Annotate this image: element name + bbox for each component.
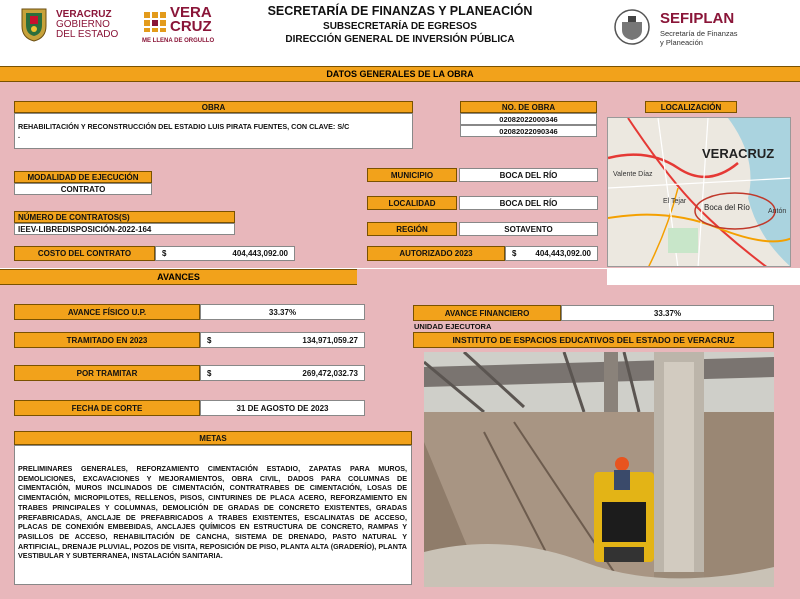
contratos-value: IEEV-LIBREDISPOSICIÓN-2022-164 <box>14 223 235 235</box>
brand-tagline: ME LLENA DE ORGULLO <box>142 38 215 44</box>
avances-filler <box>357 269 607 285</box>
obra-value <box>14 113 413 149</box>
por-tramitar-label: POR TRAMITAR <box>14 365 200 381</box>
localizacion-label: LOCALIZACIÓN <box>645 101 737 113</box>
modalidad-value: CONTRATO <box>14 183 152 195</box>
metas-label: METAS <box>14 431 412 445</box>
tramitado-value-box <box>200 332 365 348</box>
avance-fisico-value: 33.37% <box>200 304 365 320</box>
unidad-ejecutora-value: INSTITUTO DE ESPACIOS EDUCATIVOS DEL ESTADO DE VERACRUZ <box>413 332 774 348</box>
autorizado-currency: $ <box>512 249 517 258</box>
sefiplan-sub-1: Secretaría de Finanzas <box>660 29 738 38</box>
map-place-valente-diaz: Valente Díaz <box>613 171 653 178</box>
map-place-anton: Antón <box>768 208 787 215</box>
obra-value-line-2: . <box>18 131 20 140</box>
costo-label: COSTO DEL CONTRATO <box>14 246 155 261</box>
por-tramitar-value-box <box>200 365 365 381</box>
map-drawing <box>608 118 791 267</box>
section-avances-title: AVANCES <box>0 269 357 285</box>
localidad-value: BOCA DEL RÍO <box>459 196 598 210</box>
obra-value-line-1: REHABILITACIÓN Y RECONSTRUCCIÓN DEL ESTADIO LUIS PIRATA FUENTES, CON CLAVE: S/C <box>18 122 350 131</box>
sefiplan-logo-text: SEFIPLAN <box>660 10 735 27</box>
logo-line-2: GOBIERNO <box>56 19 110 30</box>
localidad-label: LOCALIDAD <box>367 196 457 210</box>
page-subtitle: SUBSECRETARÍA DE EGRESOS <box>323 21 477 32</box>
municipio-value: BOCA DEL RÍO <box>459 168 598 182</box>
region-label: REGIÓN <box>367 222 457 236</box>
autorizado-value-box <box>505 246 598 261</box>
obra-label: OBRA <box>14 101 413 113</box>
por-tramitar-value: 269,472,032.73 <box>302 368 358 378</box>
unidad-ejecutora-label: UNIDAD EJECUTORA <box>414 322 492 331</box>
no-obra-value-1: 02082022000346 <box>460 113 597 125</box>
map-place-el-tejar: El Tejar <box>663 198 687 205</box>
avance-financiero-value: 33.37% <box>561 305 774 321</box>
fecha-corte-label: FECHA DE CORTE <box>14 400 200 416</box>
map-city-boca-del-rio: Boca del Río <box>704 203 750 212</box>
construction-photo-drawing <box>424 352 774 587</box>
tramitado-value: 134,971,059.27 <box>302 335 358 345</box>
sefiplan-emblem-icon <box>612 8 652 46</box>
logo-line-1: VERACRUZ <box>56 9 112 20</box>
page-subtitle-2: DIRECCIÓN GENERAL DE INVERSIÓN PÚBLICA <box>285 34 515 45</box>
municipio-label: MUNICIPIO <box>367 168 457 182</box>
region-value: SOTAVENTO <box>459 222 598 236</box>
no-obra-label: NO. DE OBRA <box>460 101 597 113</box>
location-map <box>607 117 791 267</box>
map-city-veracruz: VERACRUZ <box>702 146 775 161</box>
logo-line-3: DEL ESTADO <box>56 29 119 40</box>
brand-logo-text: VERA CRUZ <box>170 4 212 35</box>
por-tramitar-currency: $ <box>207 368 212 378</box>
avance-fisico-label: AVANCE FÍSICO U.P. <box>14 304 200 320</box>
contratos-label: NÚMERO DE CONTRATOS(S) <box>14 211 235 223</box>
header <box>0 0 800 64</box>
sefiplan-sub-2: y Planeación <box>660 38 703 47</box>
fecha-corte-value: 31 DE AGOSTO DE 2023 <box>200 400 365 416</box>
metas-text: PRELIMINARES GENERALES, REFORZAMIENTO CIMENTACIÓN ESTADIO, ZAPATAS PARA MUROS, DEMOLICIONES, EXCAVACIONES Y MEJORAMIENTOS, OBRA CIVIL, DADOS PARA COLUMNAS DE CIMENTACIÓN, MUROS INCLINADOS DE CIMENTACIÓN, CONTRATRABES DE CIMENTACIÓN, LOSAS DE CIMENTACIÓN, MICROPILOTES, RELLENOS, PISOS, CINTURINES DE PLACA ACERO, REFORZAMIENTO EN TRABES PRINCIPALES Y COLUMNAS, DEMOLICIÓN DE GRADAS DE CONCRETO EXISTENTES, GRADAS PREFABRICADAS, ANCLAJE DE PREFABRICADOS A TRABES EXISTENTES, ESCALINATAS DE ACCESO, PLACAS DE CONEXIÓN EMBEBIDAS, ANCLAJES QUÍMICOS EN ESTRUCTURA DE CONCRETO, RAMPAS Y PASILLOS DE ACCESO, REHABILITACIÓN DE CANCHA, SISTEMA DE DRENADO, PASTO NATURAL Y ARTIFICIAL, DRENAJE PLUVIAL, POZOS DE VISITA, REPOSICIÓN DE PISO, PLANTA ALTA (GRADERÍO), PLANTA VESTIBULAR Y SUBTERRANEA, INSTALACIÓN SANITARIA. <box>14 445 412 585</box>
tramitado-label: TRAMITADO EN 2023 <box>14 332 200 348</box>
autorizado-label: AUTORIZADO 2023 <box>367 246 505 261</box>
modalidad-label: MODALIDAD DE EJECUCIÓN <box>14 171 152 183</box>
construction-photo <box>424 352 774 587</box>
page-title: SECRETARÍA DE FINANZAS Y PLANEACIÓN <box>267 4 533 18</box>
autorizado-value: 404,443,092.00 <box>535 249 591 258</box>
costo-value-box <box>155 246 295 261</box>
costo-value: 404,443,092.00 <box>232 249 288 258</box>
costo-currency: $ <box>162 249 167 258</box>
tramitado-currency: $ <box>207 335 212 345</box>
no-obra-value-2: 02082022090346 <box>460 125 597 137</box>
section-datos-generales-title: DATOS GENERALES DE LA OBRA <box>0 66 800 82</box>
avance-financiero-label: AVANCE FINANCIERO <box>413 305 561 321</box>
